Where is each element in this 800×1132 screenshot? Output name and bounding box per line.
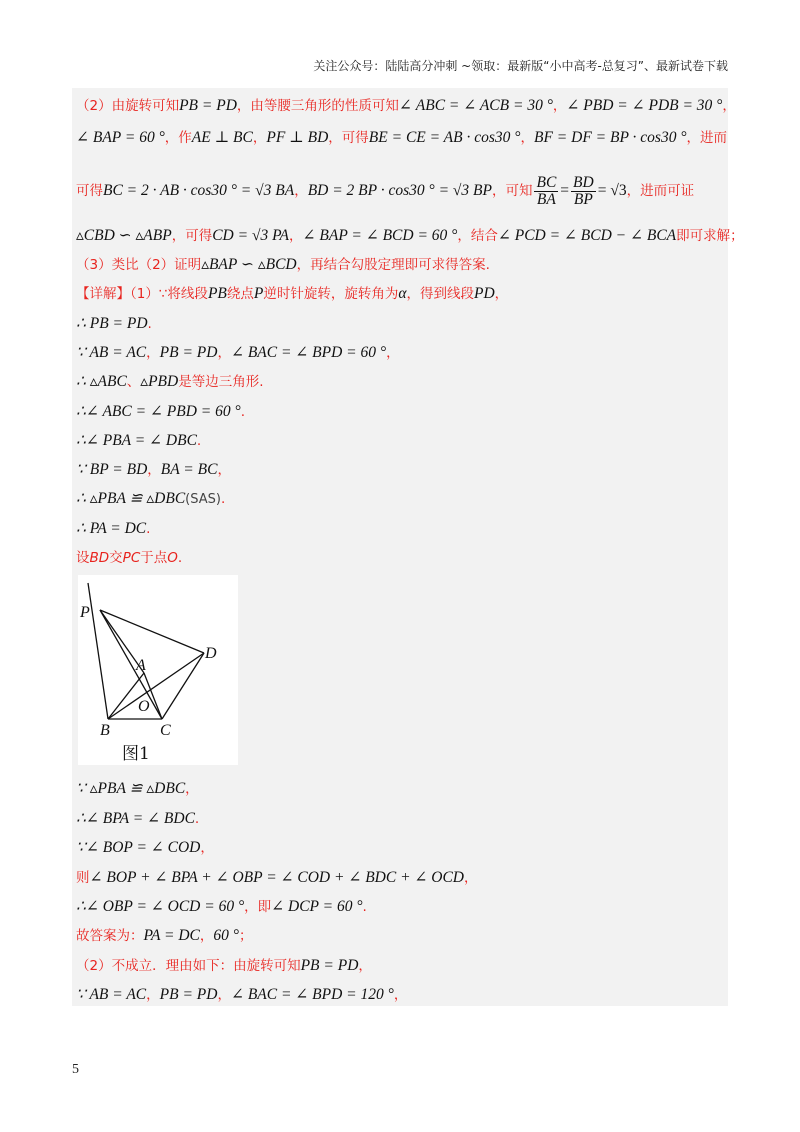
text: .	[240, 404, 245, 420]
math: ∠ BAP = ∠ BCD = 60 °	[302, 227, 458, 244]
text: ，得到线段	[406, 286, 474, 302]
text: 逆时针旋转，旋转角为	[263, 286, 399, 302]
figure-svg	[78, 575, 238, 765]
math: P	[253, 285, 264, 302]
line-20	[76, 897, 726, 917]
line-2	[76, 128, 726, 148]
figure-caption: 图1	[122, 744, 150, 764]
math: BD = 2 BP · cos30 ° = √3 BP	[307, 182, 492, 199]
line-15	[76, 548, 726, 568]
text: （1）∵将线段	[130, 286, 208, 302]
text: .	[147, 316, 152, 332]
text: ，	[722, 98, 736, 114]
line-12	[76, 460, 726, 480]
line-18	[76, 838, 726, 858]
math: ∠ BAC = ∠ BPD = 60 °	[230, 344, 387, 361]
numerator: BD	[573, 173, 594, 191]
math: ∵ BP = BD	[76, 461, 148, 478]
math: PB = PD	[300, 957, 359, 974]
math: BC = 2 · AB · cos30 ° = √3 BA	[103, 182, 295, 199]
text: ，	[146, 345, 160, 361]
text: ，	[217, 462, 231, 478]
math: ∵∠ BOP = ∠ COD	[76, 839, 201, 856]
text: ，	[294, 183, 308, 199]
text: ，	[185, 781, 199, 797]
text: ，再结合勾股定理即可求得答案.	[296, 257, 490, 273]
math: =	[560, 182, 570, 199]
line-17	[76, 809, 726, 829]
text: O	[167, 550, 178, 566]
line-19	[76, 868, 726, 888]
math: PB = PD	[159, 344, 218, 361]
text: ，	[199, 928, 214, 944]
text: ，	[552, 98, 567, 114]
detail-label: 【详解】	[76, 286, 130, 302]
math: ∠ ABC = ∠ ACB = 30 °	[398, 97, 553, 114]
text: .	[220, 491, 226, 507]
line-4	[76, 226, 744, 246]
math: ∴∠ OBP = ∠ OCD = 60 °	[76, 898, 245, 915]
text: .	[146, 521, 151, 537]
line-16	[76, 779, 726, 799]
text: 故答案为：	[76, 928, 144, 944]
math: ∵ AB = AC	[76, 344, 147, 361]
math: α	[398, 285, 407, 302]
text: 则	[76, 870, 90, 886]
text: ，	[200, 840, 214, 856]
fraction-bd-bp	[571, 175, 596, 208]
label-c: C	[160, 722, 171, 739]
text: .	[362, 899, 367, 915]
label-p: P	[80, 604, 90, 621]
line-21	[76, 926, 726, 946]
text: 交	[109, 550, 123, 566]
line-13	[76, 489, 726, 510]
math: ▵BAP ∽ ▵BCD	[201, 256, 297, 273]
segment-cd	[162, 653, 204, 719]
math: CD = √3 PA	[212, 227, 290, 244]
label-b: B	[100, 722, 110, 739]
text: （2）不成立．理由如下：由旋转可知	[76, 958, 301, 974]
text: ，可得	[171, 228, 213, 244]
math: PB	[207, 285, 227, 302]
math: ∵ AB = AC	[76, 986, 147, 1003]
math: BE = CE = AB · cos30 °	[368, 129, 521, 146]
math: ∴∠ PBA = ∠ DBC	[76, 432, 197, 449]
page-number: 5	[72, 1062, 79, 1077]
math: ∠ BAP = 60 °	[76, 129, 165, 146]
math: ∴∠ BPA = ∠ BDC	[76, 810, 195, 827]
math: ▵PBD	[140, 373, 179, 390]
label-d: D	[205, 645, 217, 662]
math: (SAS)	[185, 492, 221, 507]
line-7	[76, 314, 726, 334]
line-9	[76, 372, 726, 392]
text: PC	[122, 550, 141, 566]
math: AE ⊥ BC	[191, 129, 253, 146]
math: ∴ PA = DC	[76, 520, 147, 537]
text: ，	[252, 130, 267, 146]
line-11	[76, 431, 726, 451]
math: PF ⊥ BD	[266, 129, 329, 146]
fraction-bc-ba	[534, 175, 558, 208]
line-14	[76, 519, 726, 539]
math: ▵CBD ∽ ▵ABP	[76, 227, 172, 244]
line-22	[76, 956, 726, 976]
math: 60 °	[213, 927, 239, 944]
math: ∵ ▵PBA ≌ ▵DBC	[76, 780, 186, 797]
line-6	[76, 284, 726, 304]
text: ，	[217, 345, 231, 361]
text: ，	[464, 870, 478, 886]
numerator: BC	[536, 173, 557, 191]
math: ∴ PB = PD	[76, 315, 148, 332]
segment-pb	[88, 583, 108, 719]
math: PD	[473, 285, 495, 302]
text: 、	[126, 374, 141, 390]
math: BA = BC	[160, 461, 218, 478]
line-23	[76, 985, 726, 1005]
text: ；	[238, 928, 253, 944]
text: ，	[146, 987, 160, 1003]
line-8	[76, 343, 726, 363]
text: 绕点	[226, 286, 254, 302]
label-o: O	[138, 698, 150, 715]
text: ，	[147, 462, 161, 478]
line-10	[76, 402, 726, 422]
text: ，	[217, 987, 231, 1003]
math: BF = DF = BP · cos30 °	[533, 129, 687, 146]
text: ，进而	[686, 130, 728, 146]
text: .	[194, 811, 200, 827]
math: PB = PD	[179, 97, 237, 114]
math: PA = DC	[143, 927, 200, 944]
text: ，可得	[328, 130, 369, 146]
text: ，即	[244, 899, 272, 915]
text: 即可求解；	[676, 228, 744, 244]
denominator: BA	[536, 190, 556, 208]
text: （2）由旋转可知	[76, 98, 180, 114]
geometry-figure	[78, 575, 238, 765]
text: ，	[289, 228, 303, 244]
text: 是等边三角形.	[178, 374, 264, 390]
math: ∠ BOP + ∠ BPA + ∠ OBP = ∠ COD + ∠ BDC + ∠ OCD	[89, 869, 464, 886]
text: .	[196, 433, 202, 449]
text: ，	[393, 987, 408, 1003]
line-1	[76, 96, 736, 116]
label-a: A	[136, 657, 146, 674]
math: = √3	[597, 182, 627, 199]
text: 可得	[76, 183, 103, 199]
math: ∠ BAC = ∠ BPD = 120 °	[230, 986, 394, 1003]
text: ，可知	[491, 183, 533, 199]
text: ，进而可证	[626, 183, 695, 199]
line-5	[76, 255, 726, 275]
math: ∠ PCD = ∠ BCD − ∠ BCA	[497, 227, 677, 244]
math: ∴ ▵ABC	[76, 373, 127, 390]
text: （3）类比（2）证明	[76, 257, 202, 273]
text: ，	[358, 958, 372, 974]
text: BD	[89, 550, 110, 566]
text: ，	[386, 345, 400, 361]
text: .	[177, 550, 183, 566]
solution-block	[72, 88, 744, 1006]
math: ∠ DCP = 60 °	[271, 898, 363, 915]
text: 设	[76, 550, 90, 566]
text: ，	[494, 286, 509, 302]
math: ∴∠ ABC = ∠ PBD = 60 °	[76, 403, 241, 420]
text: 于点	[140, 550, 168, 566]
text: ，结合	[457, 228, 498, 244]
page-header: 关注公众号：陆陆高分冲刺 ~领取：最新版“小中高考-总复习”、最新试卷下载	[313, 59, 728, 73]
math: PB = PD	[159, 986, 218, 1003]
math: ∠ PBD = ∠ PDB = 30 °	[566, 97, 723, 114]
text: ，作	[164, 130, 192, 146]
text: ，由等腰三角形的性质可知	[236, 98, 399, 114]
denominator: BP	[573, 190, 593, 208]
text: ，	[520, 130, 534, 146]
math: ∴ ▵PBA ≌ ▵DBC	[76, 490, 186, 507]
line-3	[76, 174, 726, 208]
